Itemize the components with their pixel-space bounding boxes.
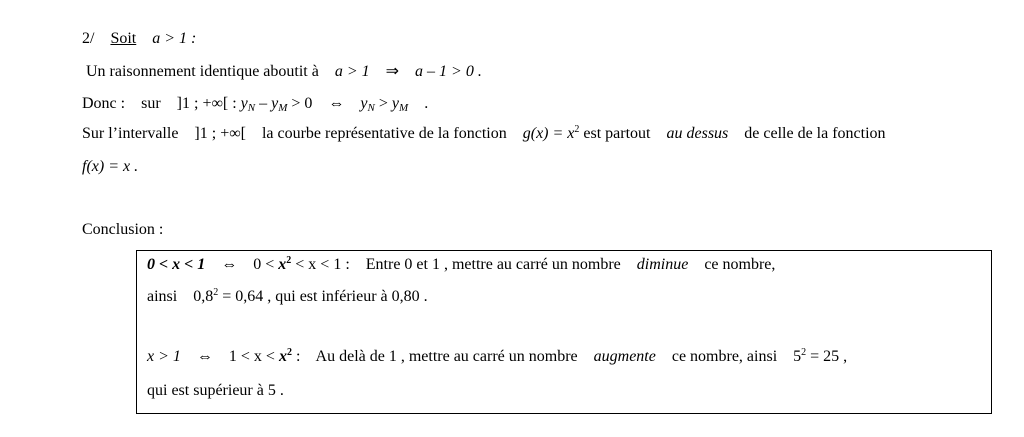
augmente-text: augmente <box>593 348 656 365</box>
function-text: de celle de la fonction <box>744 125 886 142</box>
donc-label: Donc : <box>82 95 126 112</box>
period: . <box>424 95 429 112</box>
box-text: ce nombre, ainsi <box>671 348 778 365</box>
implication-left: a > 1 <box>334 63 370 80</box>
sub-n: N <box>247 102 256 114</box>
sub-n: N <box>367 102 375 114</box>
exponent: 2 <box>213 287 219 298</box>
part-condition: a > 1 : <box>152 30 197 47</box>
f-function-line <box>82 157 138 177</box>
box-text: = 0,64 , qui est inférieur à 0,80 . <box>222 288 428 305</box>
inequality-pre: 1 < x < <box>228 348 275 365</box>
reasoning-line <box>86 62 482 82</box>
implies-symbol: ⇒ <box>385 63 400 80</box>
exponent: 2 <box>286 255 292 266</box>
sub-m: M <box>399 102 409 114</box>
interval-intro: Sur l’intervalle <box>82 125 179 142</box>
y-var: y <box>240 95 248 112</box>
sur-label: sur <box>141 95 161 112</box>
x-squared: x <box>278 256 287 273</box>
y-var: y <box>271 95 279 112</box>
f-function: f(x) = x . <box>82 158 139 175</box>
greater-zero: > 0 <box>291 95 313 112</box>
box-text: = 25 , <box>810 348 848 365</box>
inequality-post: < x < 1 : <box>295 256 350 273</box>
bold-inequality: 0 < x < 1 <box>147 256 206 273</box>
equivalence-symbol: ⇔ <box>221 256 238 273</box>
y-var: y <box>360 95 368 112</box>
base-value: 0,8 <box>193 288 214 305</box>
exponent: 2 <box>286 347 292 358</box>
curve-text: la courbe représentative de la fonction <box>261 125 507 142</box>
conclusion-label: Conclusion : <box>82 221 164 238</box>
box-text: Au delà de 1 , mettre au carré un nombre <box>315 348 578 365</box>
exponent: 2 <box>801 347 807 358</box>
y-var: y <box>391 95 400 112</box>
inequality-pre: 0 < <box>253 256 275 273</box>
box-row-2 <box>147 287 428 307</box>
equivalence-symbol: ⇔ <box>328 95 345 112</box>
interval: ]1 ; +∞[ <box>194 125 246 142</box>
box-row-3 <box>147 347 847 367</box>
part-heading <box>82 29 196 49</box>
soit-label: Soit <box>110 30 137 47</box>
box-row-4 <box>147 381 284 401</box>
conclusion-box <box>136 250 992 414</box>
part-number: 2/ <box>82 30 95 47</box>
box-text: qui est supérieur à 5 . <box>147 382 284 399</box>
box-row-1 <box>147 255 775 275</box>
colon: : <box>295 348 301 365</box>
base-value: 5 <box>793 348 802 365</box>
au-dessus-text: au dessus <box>666 125 729 142</box>
box-text: ce nombre, <box>704 256 776 273</box>
interval-line <box>82 124 886 144</box>
partout-text: est partout <box>583 125 651 142</box>
implication-right: a – 1 > 0 . <box>415 63 482 80</box>
interval: ]1 ; +∞[ : <box>176 95 237 112</box>
minus-sign: – <box>259 95 268 112</box>
inequality-cond: x > 1 <box>147 348 181 365</box>
box-text: Entre 0 et 1 , mettre au carré un nombre <box>365 256 621 273</box>
donc-line <box>82 94 428 114</box>
ainsi-label: ainsi <box>147 288 178 305</box>
equivalence-symbol: ⇔ <box>196 348 213 365</box>
diminue-text: diminue <box>636 256 689 273</box>
g-function: g(x) = x <box>522 125 575 142</box>
x-squared: x <box>278 348 287 365</box>
greater-sign: > <box>378 95 388 112</box>
reasoning-text: Un raisonnement identique aboutit à <box>86 63 319 80</box>
sub-m: M <box>278 102 288 114</box>
exponent: 2 <box>574 124 580 135</box>
